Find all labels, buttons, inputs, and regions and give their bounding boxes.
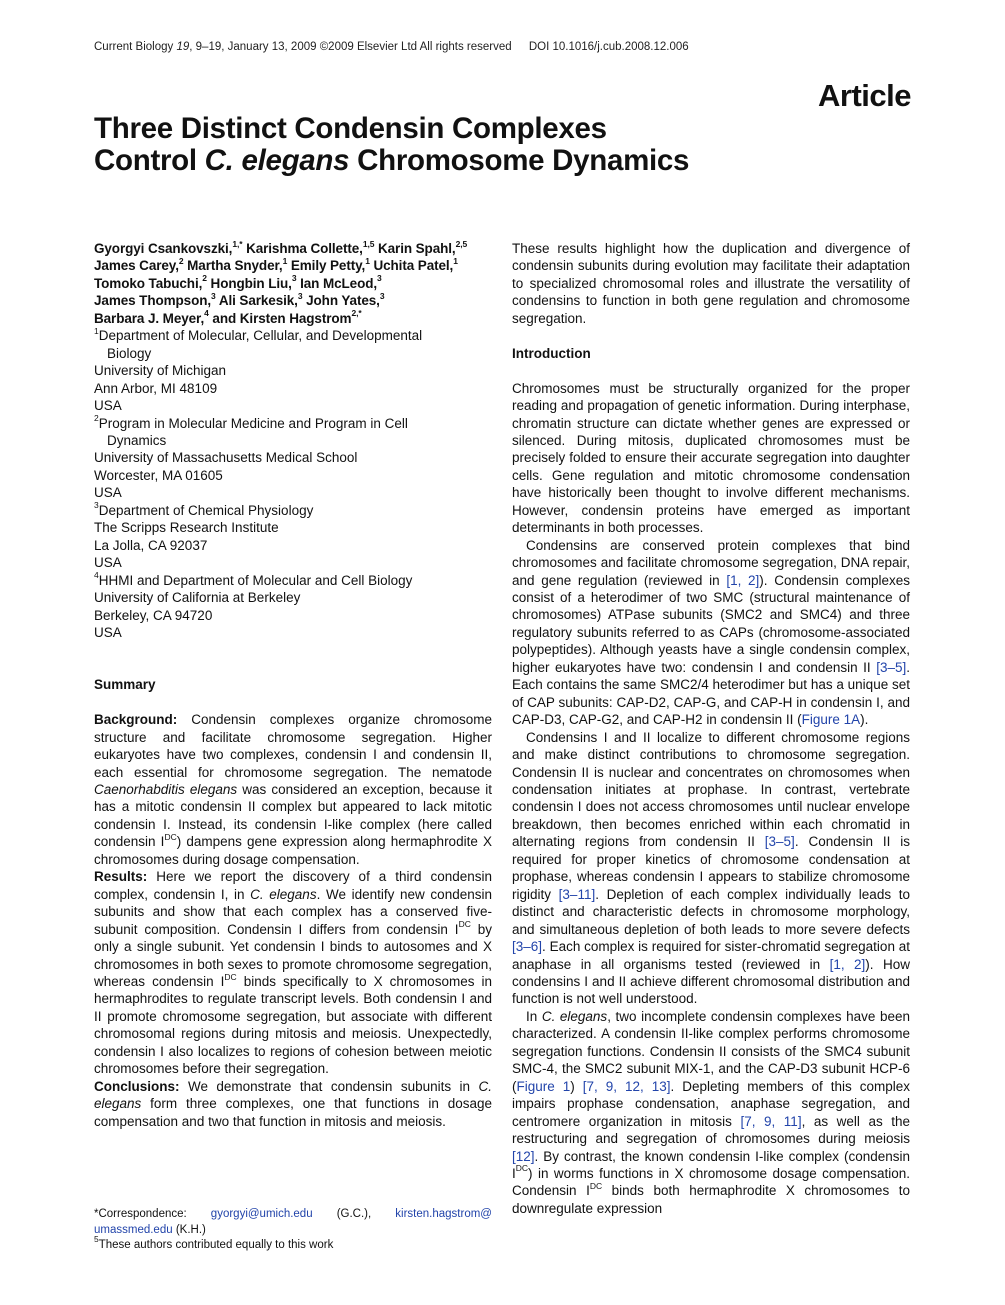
summary-text: ) dampens gene expression along hermaphrodite X chromosomes during dosage compensation. xyxy=(94,834,492,867)
affiliation-line: USA xyxy=(94,485,122,501)
body-text: . Depletion of each complex individually leads to distinct and characteristic defects in chromosome morphology, and simultaneous depletion of both leads to more severe defects xyxy=(512,886,910,937)
affiliation-line: University of Michigan xyxy=(94,363,227,379)
body-text: . Condensin II is required for proper kinetics of chromosome condensation at prophase, whereas condensin I appears to stabilize chromosome rigidity xyxy=(512,834,910,902)
author-affil-sup: 1 xyxy=(282,255,288,266)
email-link[interactable]: kirsten.hagstrom@ xyxy=(395,1208,492,1220)
author: Karishma Collette, xyxy=(242,241,363,256)
figure-link[interactable]: Figure 1 xyxy=(516,1078,571,1094)
summary-text: Condensin complexes organize chromosome structure and facilitate chromosome segregation. Higher eukaryotes have two complexes, condensin I and condensin II, each essential for chromosome segregation. The nematode xyxy=(94,712,492,780)
left-column xyxy=(94,240,492,1130)
citation-link[interactable]: [3–11] xyxy=(558,886,596,902)
body-text: binds both hermaphrodite X chromosomes to downregulate expression xyxy=(512,1183,910,1216)
citation-link[interactable]: [3–5] xyxy=(764,834,795,850)
species-name: Caenorhabditis elegans xyxy=(94,782,238,798)
affiliation-line: Berkeley, CA 94720 xyxy=(94,607,213,623)
author: Gyorgyi Csankovszki, xyxy=(94,241,233,256)
article-title xyxy=(94,113,894,177)
summary-text: . We identify new condensin subunits and show that each complex has a conserved five-subunit composition. Condensin I differs from condensin I xyxy=(94,886,492,937)
author-affil-sup: 3 xyxy=(211,290,216,301)
affil-number: 1 xyxy=(94,325,99,336)
author-initials: (G.C.), xyxy=(336,1208,372,1220)
author-affil-sup: 1 xyxy=(453,255,458,266)
background-label: Background: xyxy=(94,712,178,728)
affiliation-line xyxy=(94,415,492,432)
summary-text: binds specifically to X chromosomes in hermaphrodites to regulate transcript levels. Both condensin I and II promote chromosome segregation, but associate with different chromosomal regions during mitosis and meiosis. Unexpectedly, condensin I also localizes to regions of cohesion between meiotic chromosomes before their segregation. xyxy=(94,974,492,1077)
summary-text: by only a single subunit. Yet condensin I binds to autosomes and X chromosomes in both sexes to promote chromosome segregation, whereas condensin I xyxy=(94,921,492,989)
email-link[interactable]: umassmed.edu xyxy=(94,1223,173,1236)
citation-link[interactable]: [3–5] xyxy=(876,659,907,675)
affil-text: Program in Molecular Medicine and Program in Cell xyxy=(98,415,408,431)
introduction-heading: Introduction xyxy=(512,345,591,361)
author: James Thompson, xyxy=(94,293,212,309)
summary-text: Here we report the discovery of a third condensin complex, condensin I, in xyxy=(94,869,492,902)
right-column xyxy=(512,240,910,1217)
figure-link[interactable]: Figure 1A xyxy=(801,712,861,728)
affiliation-line xyxy=(94,572,492,589)
title-line-1: Three Distinct Condensin Complexes xyxy=(94,112,607,145)
author-affil-sup: 2,* xyxy=(351,308,362,319)
doi[interactable]: DOI 10.1016/j.cub.2008.12.006 xyxy=(528,41,689,53)
citation-link[interactable]: [7, 9, 11] xyxy=(740,1113,802,1129)
intro-paragraph-2 xyxy=(512,537,910,729)
affil-text: Department of Molecular, Cellular, and Developmental xyxy=(98,328,423,344)
footnote-text: These authors contributed equally to this work xyxy=(98,1239,334,1251)
author-list xyxy=(94,240,492,327)
body-text: . Depleting members of this complex impairs prophase condensation, anaphase segregation, and centromere organization in mitosis xyxy=(512,1078,910,1129)
footnote-marker: 5 xyxy=(94,1234,99,1245)
footnotes xyxy=(94,1207,492,1254)
species-name: C. elegans xyxy=(94,1078,492,1112)
author-line xyxy=(94,240,492,257)
affil-number: 2 xyxy=(94,413,99,424)
author: Ali Sarkesik, xyxy=(215,293,298,309)
affil-number: 3 xyxy=(94,500,99,511)
affil-text: HHMI and Department of Molecular and Cell Biology xyxy=(98,572,413,588)
author: Martha Snyder, xyxy=(183,258,283,274)
summary-background xyxy=(94,711,492,868)
author-affil-sup: 1,5 xyxy=(362,238,375,249)
author: Ian McLeod, xyxy=(296,275,378,291)
correspondence-label: *Correspondence: xyxy=(94,1208,187,1220)
affiliation-line: University of Massachusetts Medical School xyxy=(94,450,358,466)
dc-superscript: DC xyxy=(515,1163,529,1174)
body-text: Condensins I and II localize to different chromosome regions and make distinct contributions to chromosome segregation. Condensin II is nuclear and concentrates on chromosomes when condensation initiates at prophase. In contrast, vertebrate condensin I does not access chromosomes until nuclear envelope breakdown, then becomes enriched within each chromatid in alternating regions from condensin II xyxy=(512,729,910,850)
author-affil-sup: 3 xyxy=(379,290,385,301)
author: John Yates, xyxy=(302,293,380,309)
author-affil-sup: 3 xyxy=(291,273,297,284)
author: Barbara J. Meyer, xyxy=(94,310,205,326)
citation-link[interactable]: [3–6] xyxy=(512,939,543,955)
dc-superscript: DC xyxy=(589,1180,603,1191)
author-line xyxy=(94,292,492,309)
body-text: . By contrast, the known condensin I-like complex (condensin I xyxy=(512,1148,910,1181)
affiliations xyxy=(94,327,492,641)
body-text: , two incomplete condensin complexes have been characterized. A condensin II-like complex performs chromosome segregation functions. Condensin II consists of the SMC4 subunit SMC-4, the SMC2 subunit MIX-1, and the CAP-D3 subunit HCP-6 ( xyxy=(512,1008,910,1094)
body-text: In xyxy=(526,1008,542,1024)
citation-link[interactable]: [12] xyxy=(512,1148,535,1164)
affiliation-line: USA xyxy=(94,555,122,571)
affiliation-line: University of California at Berkeley xyxy=(94,590,301,606)
summary-conclusions xyxy=(94,1078,492,1130)
body-text: . Each contains the same SMC2/4 heterodimer but has a unique set of CAP subunits: CAP-D2, CAP-G, and CAP-H in condensin I, and CAP-D3, CAP-G2, and CAP-H2 in condensin II ( xyxy=(512,659,910,728)
author-affil-sup: 1,* xyxy=(232,238,243,249)
citation-link[interactable]: [1, 2] xyxy=(726,572,760,588)
affiliation-line xyxy=(94,502,492,519)
title-species: C. elegans xyxy=(204,144,350,177)
author: Karin Spahl, xyxy=(374,241,456,256)
citation-link[interactable]: [7, 9, 12, 13] xyxy=(582,1078,671,1094)
author-line xyxy=(94,275,492,292)
author: Hongbin Liu, xyxy=(206,275,292,291)
summary-continued: These results highlight how the duplication and divergence of condensin subunits during evolution may facilitate their adaptation to specialized chromosomal roles and illustrate the versatility of condensins to function in both gene regulation and chromosome segregation. xyxy=(512,241,910,326)
affiliation-line: The Scripps Research Institute xyxy=(94,520,279,536)
journal-pages-date: , 9–19, January 13, 2009 ©2009 Elsevier Ltd All rights reserved xyxy=(189,41,512,53)
body-text: ) xyxy=(570,1078,583,1094)
author-line xyxy=(94,310,492,327)
body-text: . Each complex is required for sister-chromatid segregation at anaphase in all organisms tested (reviewed in xyxy=(512,939,910,972)
title-text: Chromosome Dynamics xyxy=(349,144,690,177)
summary-text: form three complexes, one that functions in dosage compensation and two that function in mitosis and meiosis. xyxy=(94,1096,492,1129)
affiliation-line: Dynamics xyxy=(107,432,167,448)
author-affil-sup: 3 xyxy=(297,290,303,301)
author: Uchita Patel, xyxy=(369,258,454,274)
affiliation-line xyxy=(94,327,492,344)
dc-superscript: DC xyxy=(224,971,237,982)
affiliation-line: Biology xyxy=(107,345,152,361)
author-affil-sup: 4 xyxy=(204,308,209,319)
summary-heading: Summary xyxy=(94,677,156,693)
author-affil-sup: 3 xyxy=(377,273,382,284)
summary-text: was considered an exception, because it has a mitotic condensin II complex but appeared to lack mitotic condensin I. Instead, its condensin I-like complex (here called condensin I xyxy=(94,782,492,850)
title-line-2 xyxy=(94,145,894,177)
affiliation-line: USA xyxy=(94,398,122,414)
author: and Kirsten Hagstrom xyxy=(208,310,352,326)
affiliation-line: Ann Arbor, MI 48109 xyxy=(94,380,218,396)
species-name: C. elegans xyxy=(541,1008,608,1024)
affil-number: 4 xyxy=(94,570,99,581)
equal-contribution-note xyxy=(94,1234,492,1254)
results-label: Results: xyxy=(94,869,148,885)
body-text: ). How condensins I and II achieve different chromosomal distribution and function is not well understood. xyxy=(512,956,910,1007)
author-affil-sup: 1 xyxy=(365,255,370,266)
article-type-label: Article xyxy=(818,78,911,113)
author: James Carey, xyxy=(94,258,179,274)
author-affil-sup: 2 xyxy=(178,255,184,266)
affil-text: Department of Chemical Physiology xyxy=(98,502,314,518)
body-text: ). Condensin complexes consist of a heterodimer of two SMC (structural maintenance of chromosomes) ATPase subunits (SMC2 and SMC4) and three regulatory subunits referred to as CAPs (chromosome-associated polypeptides). Although yeasts have a single condensin complex, higher eukaryotes have two: condensin I and condensin II xyxy=(512,572,910,675)
conclusions-label: Conclusions: xyxy=(94,1078,180,1094)
dc-superscript: DC xyxy=(164,831,177,842)
author-affil-sup: 2,5 xyxy=(455,238,468,249)
body-text: ) in worms functions in X chromosome dosage compensation. Condensin I xyxy=(512,1165,910,1199)
running-header xyxy=(94,41,689,53)
intro-paragraph-4 xyxy=(512,1008,910,1217)
affiliation-line: La Jolla, CA 92037 xyxy=(94,537,208,553)
title-text: Control xyxy=(94,144,205,177)
affiliation-line: USA xyxy=(94,624,122,640)
body-text: ). xyxy=(860,712,869,728)
correspondence-line-2 xyxy=(94,1223,492,1239)
intro-paragraph-3 xyxy=(512,729,910,1008)
author-affil-sup: 2 xyxy=(202,273,207,284)
email-link[interactable]: gyorgyi@umich.edu xyxy=(210,1208,313,1220)
affiliation-line: Worcester, MA 01605 xyxy=(94,467,223,483)
author-initials: (K.H.) xyxy=(172,1223,206,1236)
species-name: C. elegans xyxy=(250,886,317,902)
journal-name: Current Biology xyxy=(94,41,174,53)
body-text: Condensins are conserved protein complexes that bind chromosomes and facilitate chromosome segregation, DNA repair, and gene regulation (reviewed in xyxy=(512,537,910,588)
intro-paragraph-1: Chromosomes must be structurally organized for the proper reading and propagation of genetic information. During interphase, chromatin structure can dictate whether genes are expressed or silenced. During mitosis, duplicated chromosomes must be precisely folded to ensure their accurate segregation into daughter cells. Gene regulation and mitotic chromosome condensation have historically been thought to involve different mechanisms. However, condensin proteins have emerged as important determinants in both processes. xyxy=(512,380,910,536)
dc-superscript: DC xyxy=(458,919,471,930)
summary-text: We demonstrate that condensin subunits in xyxy=(179,1078,479,1094)
citation-link[interactable]: [1, 2] xyxy=(829,956,866,972)
correspondence-line xyxy=(94,1207,492,1223)
summary-results xyxy=(94,868,492,1077)
journal-volume: 19 xyxy=(176,41,190,53)
author: Tomoko Tabuchi, xyxy=(94,275,203,291)
author: Emily Petty, xyxy=(287,258,366,274)
body-text: , as well as the restructuring and segregation of chromosomes during meiosis xyxy=(512,1113,910,1147)
